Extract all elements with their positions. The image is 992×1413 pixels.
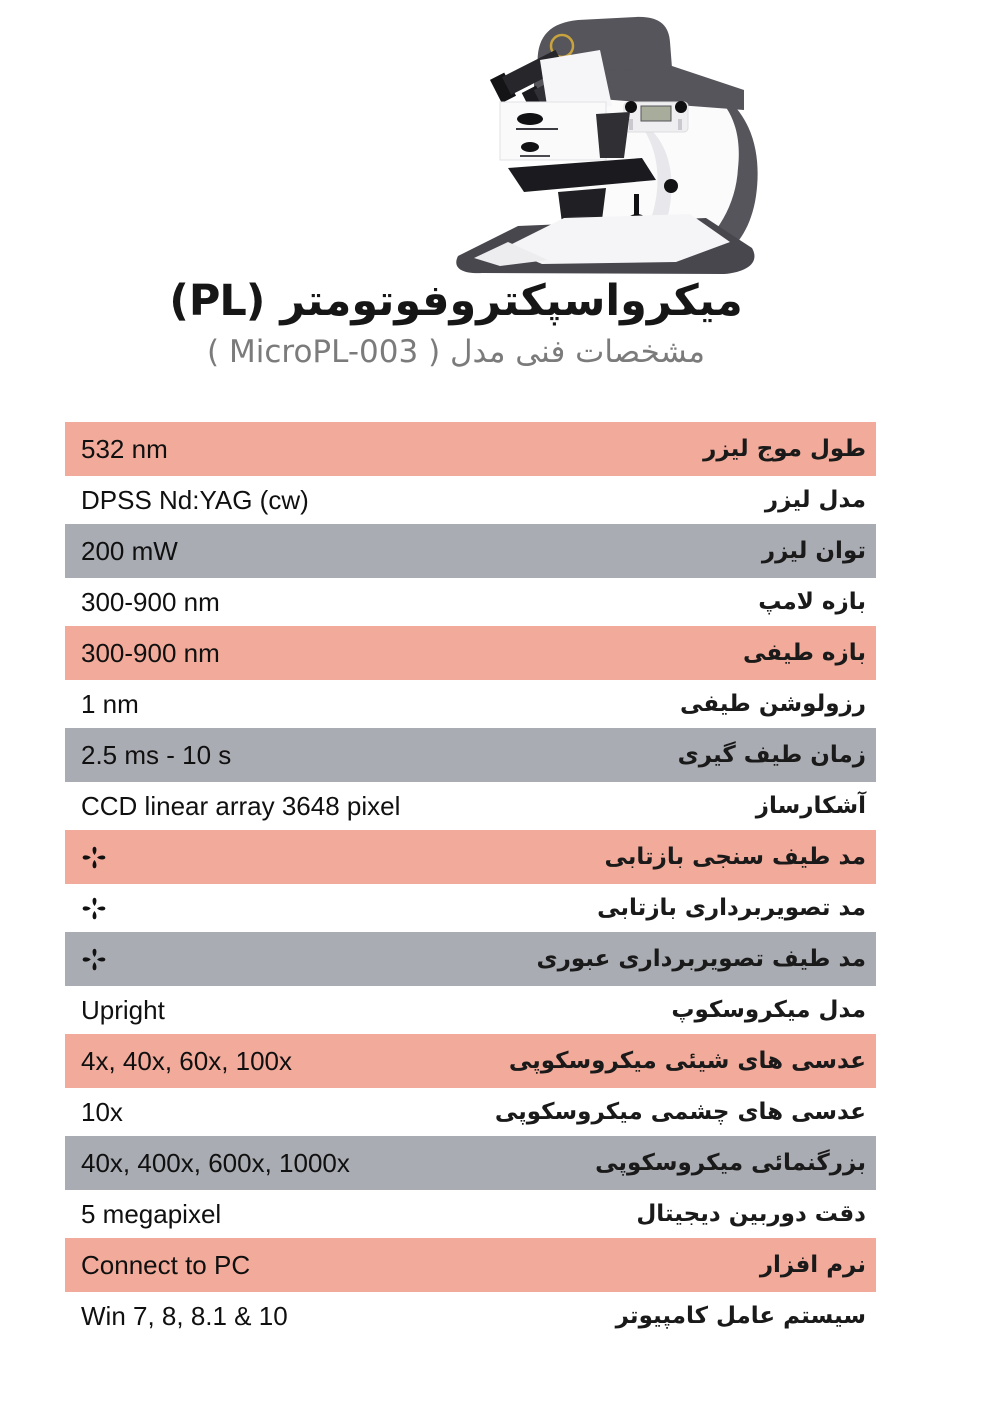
spec-value: Connect to PC [81, 1249, 251, 1280]
spec-row [65, 476, 876, 524]
four-petal-asterisk-icon [81, 895, 108, 922]
availability-icon-cell [81, 946, 108, 973]
spec-row [65, 830, 876, 884]
spec-label: عدسی های چشمی میکروسکوپی [494, 1099, 866, 1125]
lcd-screen [641, 106, 671, 121]
spec-label: دقت دوربین دیجیتال [636, 1201, 866, 1227]
spec-label: نرم افزار [759, 1252, 866, 1278]
spec-label: مد طیف سنجی بازتابی [604, 844, 866, 870]
spec-value: Upright [81, 994, 165, 1025]
four-petal-asterisk-icon [81, 946, 108, 973]
spec-row [65, 422, 876, 476]
spec-label: سیستم عامل کامپیوتر [615, 1303, 866, 1329]
spec-label: مدل لیزر [764, 487, 866, 513]
spec-value: 1 nm [81, 688, 139, 719]
spec-label: عدسی های شیئی میکروسکوپی [508, 1048, 866, 1074]
adjustment-block [500, 102, 606, 160]
spec-value: 200 mW [81, 535, 178, 566]
spec-label: توان لیزر [761, 538, 866, 564]
spec-label: رزولوشن طیفی [679, 691, 866, 717]
spec-row [65, 524, 876, 578]
availability-icon-cell [81, 895, 108, 922]
microscope-base [456, 214, 754, 274]
spec-value: 532 nm [81, 433, 168, 464]
spec-value: 5 megapixel [81, 1198, 222, 1229]
microscope-product-image [438, 6, 780, 278]
spec-row [65, 986, 876, 1034]
page-subtitle: مشخصات فنی مدل ( MicroPL-003 ) [207, 334, 705, 370]
panel-knob-left [625, 101, 637, 113]
spec-label: آشکارساز [755, 793, 866, 819]
spec-value: 2.5 ms - 10 s [81, 739, 232, 770]
title-block [0, 276, 912, 370]
spec-row [65, 1034, 876, 1088]
control-display-panel [624, 101, 688, 132]
four-petal-asterisk-icon [81, 844, 108, 871]
spec-label: طول موج لیزر [703, 436, 866, 462]
spec-row [65, 1238, 876, 1292]
spec-row [65, 626, 876, 680]
spec-label: بزرگنمائی میکروسکوپی [595, 1150, 866, 1176]
spec-row [65, 578, 876, 626]
spec-row [65, 1292, 876, 1340]
spec-row [65, 728, 876, 782]
spec-value: 4x, 40x, 60x, 100x [81, 1045, 293, 1076]
spec-label: مدل میکروسکوپ [671, 997, 866, 1023]
spec-value: 40x, 400x, 600x, 1000x [81, 1147, 350, 1178]
spec-label: زمان طیف گیری [677, 742, 866, 768]
spec-value: CCD linear array 3648 pixel [81, 790, 401, 821]
spec-row [65, 1136, 876, 1190]
spec-value: DPSS Nd:YAG (cw) [81, 484, 309, 515]
spec-value: Win 7, 8, 8.1 & 10 [81, 1300, 288, 1331]
page-title: میکرواسپکتروفوتومتر (PL) [169, 276, 743, 326]
spec-row [65, 1088, 876, 1136]
availability-icon-cell [81, 844, 108, 871]
spec-row [65, 782, 876, 830]
spec-table [65, 422, 876, 1340]
spec-label: مد تصویربرداری بازتابی [597, 895, 866, 921]
spec-row [65, 932, 876, 986]
spec-row [65, 1190, 876, 1238]
spec-value: 300-900 nm [81, 637, 220, 668]
spec-value: 300-900 nm [81, 586, 220, 617]
spec-row [65, 884, 876, 932]
spec-label: بازه طیفی [743, 640, 866, 666]
spec-row [65, 680, 876, 728]
spec-label: مد طیف تصویربرداری عبوری [536, 946, 866, 972]
panel-knob-right [675, 101, 687, 113]
spec-label: بازه لامپ [758, 589, 866, 615]
spec-value: 10x [81, 1096, 123, 1127]
